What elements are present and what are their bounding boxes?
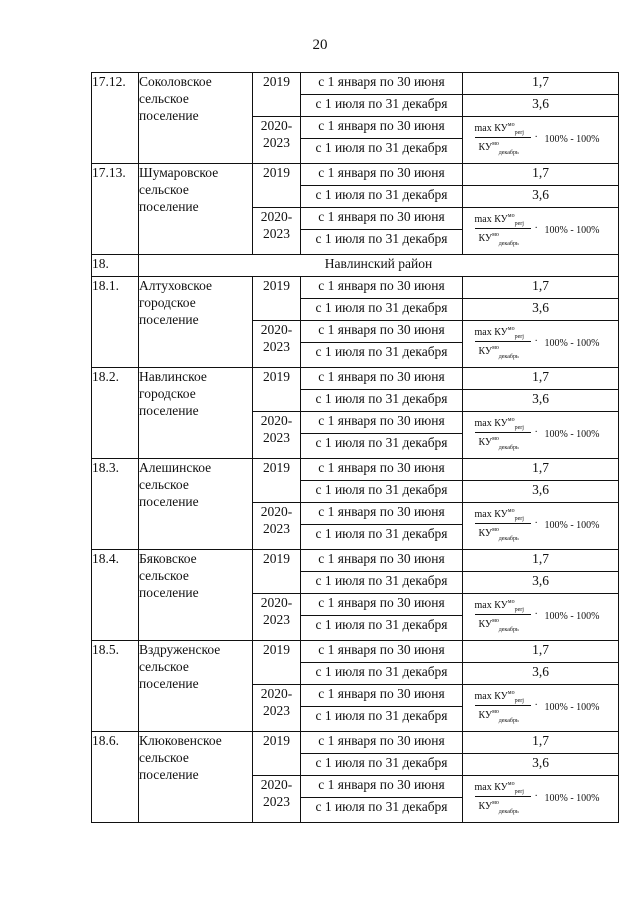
formula-tail: 100% - 100% [544, 134, 600, 145]
value-cell: 3,6 [463, 186, 619, 208]
period-cell: с 1 января по 30 июня [301, 641, 463, 663]
year-cell: 2019 [253, 459, 301, 503]
settlement-name-line: Навлинское [139, 369, 207, 384]
page-number: 20 [312, 37, 328, 53]
period-cell: с 1 июля по 31 декабря [301, 754, 463, 776]
year-cell: 2019 [253, 641, 301, 685]
year-cell: 2020- 2023 [253, 412, 301, 459]
settlement-name-line: сельское [139, 182, 189, 197]
fraction-bar [475, 705, 531, 706]
formula-denominator: $КУ^{мо}_{декабрь}$ [478, 527, 519, 542]
multiply-sign: · [534, 700, 538, 711]
settlement-name-line: поселение [139, 585, 199, 600]
value-cell: 3,6 [463, 95, 619, 117]
formula-denominator: $КУ^{мо}_{декабрь}$ [478, 232, 519, 247]
settlement-name-line: поселение [139, 312, 199, 327]
multiply-sign: · [534, 791, 538, 802]
table-row [92, 277, 619, 299]
settlement-name [139, 550, 253, 641]
settlement-name-line: поселение [139, 494, 199, 509]
formula-denominator: $КУ^{мо}_{декабрь}$ [478, 345, 519, 360]
formula-tail: 100% - 100% [544, 520, 600, 531]
row-number: 18.2. [92, 368, 139, 459]
multiply-sign: · [534, 223, 538, 234]
value-cell: 1,7 [463, 164, 619, 186]
period-cell: с 1 июля по 31 декабря [301, 572, 463, 594]
year-cell: 2020- 2023 [253, 594, 301, 641]
year-cell: 2020- 2023 [253, 685, 301, 732]
formula-numerator: $\max КУ^{мо}_{реrj}$ [474, 508, 524, 522]
period-cell: с 1 июля по 31 декабря [301, 707, 463, 732]
formula-cell [463, 117, 619, 164]
value-cell: 1,7 [463, 732, 619, 754]
settlement-name [139, 73, 253, 164]
period-cell: с 1 июля по 31 декабря [301, 525, 463, 550]
formula-denominator: $КУ^{мо}_{декабрь}$ [478, 141, 519, 156]
fraction-bar [475, 432, 531, 433]
formula-cell [463, 412, 619, 459]
year-cell: 2019 [253, 164, 301, 208]
table-body [92, 73, 619, 823]
value-cell: 3,6 [463, 390, 619, 412]
multiply-sign: · [534, 336, 538, 347]
row-number: 18.1. [92, 277, 139, 368]
multiply-sign: · [534, 609, 538, 620]
value-cell: 3,6 [463, 572, 619, 594]
settlement-name-line: Клюковенское [139, 733, 222, 748]
formula-cell [463, 594, 619, 641]
period-cell: с 1 июля по 31 декабря [301, 616, 463, 641]
formula-numerator: $\max КУ^{мо}_{реrj}$ [474, 326, 524, 340]
formula [471, 208, 611, 248]
formula-cell [463, 503, 619, 550]
multiply-sign: · [534, 427, 538, 438]
settlement-name-line: сельское [139, 477, 189, 492]
settlement-name-line: городское [139, 295, 196, 310]
fraction-bar [475, 614, 531, 615]
formula-numerator: $\max КУ^{мо}_{реrj}$ [474, 213, 524, 227]
table-row [92, 732, 619, 754]
fraction-bar [475, 523, 531, 524]
year-cell: 2020- 2023 [253, 117, 301, 164]
formula [471, 117, 611, 157]
row-number: 18. [92, 255, 139, 277]
value-cell: 1,7 [463, 277, 619, 299]
period-cell: с 1 января по 30 июня [301, 594, 463, 616]
formula-tail: 100% - 100% [544, 611, 600, 622]
value-cell: 1,7 [463, 459, 619, 481]
year-cell: 2020- 2023 [253, 776, 301, 823]
formula-cell [463, 321, 619, 368]
period-cell: с 1 января по 30 июня [301, 73, 463, 95]
row-number: 17.13. [92, 164, 139, 255]
fraction-bar [475, 796, 531, 797]
formula [471, 594, 611, 634]
period-cell: с 1 июля по 31 декабря [301, 186, 463, 208]
settlement-name-line: Соколовское [139, 74, 212, 89]
period-cell: с 1 января по 30 июня [301, 550, 463, 572]
period-cell: с 1 июля по 31 декабря [301, 434, 463, 459]
formula-tail: 100% - 100% [544, 225, 600, 236]
settlement-name [139, 368, 253, 459]
region-row [92, 255, 619, 277]
formula [471, 685, 611, 725]
formula-tail: 100% - 100% [544, 338, 600, 349]
settlement-name-line: Алтуховское [139, 278, 213, 293]
fraction-bar [475, 341, 531, 342]
period-cell: с 1 января по 30 июня [301, 117, 463, 139]
table-row [92, 641, 619, 663]
period-cell: с 1 января по 30 июня [301, 776, 463, 798]
fraction-bar [475, 228, 531, 229]
formula [471, 776, 611, 816]
formula-numerator: $\max КУ^{мо}_{реrj}$ [474, 781, 524, 795]
year-cell: 2019 [253, 277, 301, 321]
formula [471, 412, 611, 452]
year-cell: 2020- 2023 [253, 208, 301, 255]
row-number: 17.12. [92, 73, 139, 164]
tariff-table [91, 72, 619, 823]
formula-tail: 100% - 100% [544, 702, 600, 713]
multiply-sign: · [534, 132, 538, 143]
row-number: 18.5. [92, 641, 139, 732]
settlement-name-line: поселение [139, 199, 199, 214]
formula-denominator: $КУ^{мо}_{декабрь}$ [478, 800, 519, 815]
settlement-name-line: поселение [139, 767, 199, 782]
formula-tail: 100% - 100% [544, 793, 600, 804]
formula-numerator: $\max КУ^{мо}_{реrj}$ [474, 417, 524, 431]
formula-numerator: $\max КУ^{мо}_{реrj}$ [474, 599, 524, 613]
period-cell: с 1 января по 30 июня [301, 164, 463, 186]
settlement-name [139, 732, 253, 823]
period-cell: с 1 июля по 31 декабря [301, 390, 463, 412]
year-cell: 2019 [253, 368, 301, 412]
settlement-name [139, 641, 253, 732]
year-cell: 2019 [253, 732, 301, 776]
formula-denominator: $КУ^{мо}_{декабрь}$ [478, 618, 519, 633]
value-cell: 3,6 [463, 754, 619, 776]
row-number: 18.4. [92, 550, 139, 641]
period-cell: с 1 января по 30 июня [301, 321, 463, 343]
period-cell: с 1 января по 30 июня [301, 685, 463, 707]
value-cell: 1,7 [463, 368, 619, 390]
region-title: Навлинский район [139, 255, 619, 277]
formula-tail: 100% - 100% [544, 429, 600, 440]
multiply-sign: · [534, 518, 538, 529]
period-cell: с 1 июля по 31 декабря [301, 343, 463, 368]
value-cell: 1,7 [463, 641, 619, 663]
formula-denominator: $КУ^{мо}_{декабрь}$ [478, 709, 519, 724]
period-cell: с 1 января по 30 июня [301, 732, 463, 754]
settlement-name-line: сельское [139, 659, 189, 674]
settlement-name-line: сельское [139, 568, 189, 583]
row-number: 18.3. [92, 459, 139, 550]
formula-numerator: $\max КУ^{мо}_{реrj}$ [474, 690, 524, 704]
period-cell: с 1 июля по 31 декабря [301, 95, 463, 117]
settlement-name [139, 277, 253, 368]
formula-cell [463, 776, 619, 823]
settlement-name-line: сельское [139, 91, 189, 106]
settlement-name [139, 459, 253, 550]
value-cell: 3,6 [463, 299, 619, 321]
period-cell: с 1 января по 30 июня [301, 208, 463, 230]
value-cell: 1,7 [463, 73, 619, 95]
fraction-bar [475, 137, 531, 138]
period-cell: с 1 января по 30 июня [301, 412, 463, 434]
value-cell: 3,6 [463, 663, 619, 685]
year-cell: 2020- 2023 [253, 503, 301, 550]
settlement-name-line: Алешинское [139, 460, 212, 475]
period-cell: с 1 июля по 31 декабря [301, 481, 463, 503]
period-cell: с 1 января по 30 июня [301, 277, 463, 299]
table-row [92, 73, 619, 95]
row-number: 18.6. [92, 732, 139, 823]
settlement-name [139, 164, 253, 255]
year-cell: 2019 [253, 73, 301, 117]
period-cell: с 1 июля по 31 декабря [301, 798, 463, 823]
settlement-name-line: Вздруженское [139, 642, 221, 657]
table-row [92, 164, 619, 186]
table-row [92, 459, 619, 481]
formula-cell [463, 208, 619, 255]
formula-denominator: $КУ^{мо}_{декабрь}$ [478, 436, 519, 451]
formula [471, 503, 611, 543]
period-cell: с 1 января по 30 июня [301, 459, 463, 481]
value-cell: 1,7 [463, 550, 619, 572]
formula-numerator: $\max КУ^{мо}_{реrj}$ [474, 122, 524, 136]
formula-cell [463, 685, 619, 732]
period-cell: с 1 июля по 31 декабря [301, 139, 463, 164]
formula [471, 321, 611, 361]
period-cell: с 1 июля по 31 декабря [301, 230, 463, 255]
settlement-name-line: поселение [139, 676, 199, 691]
year-cell: 2020- 2023 [253, 321, 301, 368]
year-cell: 2019 [253, 550, 301, 594]
period-cell: с 1 января по 30 июня [301, 503, 463, 525]
settlement-name-line: городское [139, 386, 196, 401]
period-cell: с 1 января по 30 июня [301, 368, 463, 390]
period-cell: с 1 июля по 31 декабря [301, 299, 463, 321]
table-row [92, 550, 619, 572]
settlement-name-line: Бяковское [139, 551, 197, 566]
settlement-name-line: поселение [139, 108, 199, 123]
table-row [92, 368, 619, 390]
settlement-name-line: сельское [139, 750, 189, 765]
period-cell: с 1 июля по 31 декабря [301, 663, 463, 685]
value-cell: 3,6 [463, 481, 619, 503]
settlement-name-line: Шумаровское [139, 165, 219, 180]
settlement-name-line: поселение [139, 403, 199, 418]
